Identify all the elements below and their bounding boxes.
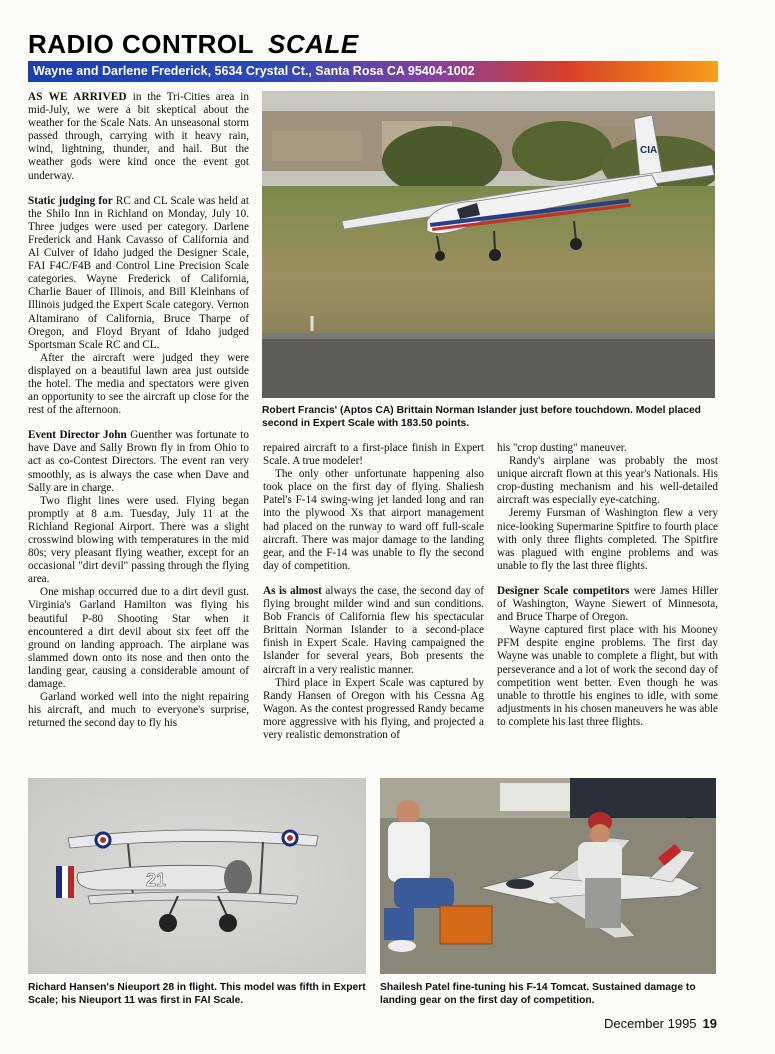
caption-f14: Shailesh Patel fine-tuning his F-14 Tomcat. Sustained damage to landing gear on the first day of competition. bbox=[380, 982, 696, 1006]
photo-nieuport bbox=[28, 778, 366, 974]
paragraph: Static judging for RC and CL Scale was held at the Shilo Inn in Richland on Monday, July 10. Three judges were used per category. Darlene Frederick and Hank Cavasso of California and Al Culver of Idaho judged the Designer Scale, FAI F4C/F4B and Control Line Precision Scale categories. Wayne Frederick of California, Charlie Bauer of Illinois, and Bill Kleinhans of Illinois judged the Expert Scale category. Vernon Altamirano of California, Bruce Tharpe of Oregon, and Floyd Bryant of Idaho judged Sportsman Scale RC and CL. bbox=[28, 194, 250, 351]
plane-number: 21 bbox=[146, 870, 167, 890]
caption-nieuport: Richard Hansen's Nieuport 28 in flight. This model was fifth in Expert Scale; his Nieuport 11 was first in FAI Scale. bbox=[28, 982, 366, 1006]
issue-date: December 1995 bbox=[604, 1016, 697, 1031]
title-main: RADIO CONTROL bbox=[28, 29, 255, 59]
nieuport-image bbox=[28, 778, 366, 974]
paragraph: Event Director John Guenther was fortunate to have Dave and Sally Brown fly in from Ohio to act as co-Contest Directors. The event ran very smoothly, as is always the case when Dave and Sally are in charge. bbox=[28, 429, 249, 494]
title-italic: SCALE bbox=[268, 29, 359, 59]
islander-image bbox=[262, 91, 715, 398]
column-3 bbox=[497, 442, 718, 729]
paragraph: his "crop dusting" maneuver. bbox=[497, 442, 627, 454]
paragraph: Wayne captured first place with his Mooney PFM despite engine problems. The first day Wayne was unable to complete a flight, but with perseverance and a lot of work the second day of competition went better. Even though he was unable to throttle his engines to idle, with some adjustments in his chosen maneuvers he was able to complete his last three flights. bbox=[497, 624, 718, 728]
paragraph: AS WE ARRIVED in the Tri-Cities area in mid-July, we were a bit skeptical about the weather for the Scale Nats. An unseasonal storm passed through, carrying with it heavy rain, wind, lightning, thunder, and hail. But the weather gods were kind once the event got underway. bbox=[28, 91, 249, 182]
paragraph: One mishap occurred due to a dirt devil gust. Virginia's Garland Hamilton was flying his beautiful P-80 Shooting Star when it encountered a dirt devil about six feet off the ground on landing approach. The airplane was slammed down onto its nose and then onto the landing gear, causing a considerable amount of damage. bbox=[28, 586, 249, 691]
paragraph: After the aircraft were judged they were displayed on a beautiful lawn area just outside the hotel. The media and spectators were given an opportunity to see the aircraft up close for the rest of the afternoon. bbox=[28, 351, 249, 417]
paragraph: Randy's airplane was probably the most unique aircraft flown at this year's Nationals. His crop-dusting mechanism and his well-detailed aircraft was especially eye-catching. bbox=[497, 455, 718, 507]
paragraph: Jeremy Fursman of Washington flew a very nice-looking Supermarine Spitfire to fourth place with only three flights completed. The Spitfire was plagued with engine problems and was unable to fly the last three flights. bbox=[497, 507, 718, 572]
tail-text: CIA bbox=[640, 145, 658, 156]
column-1 bbox=[28, 91, 249, 730]
paragraph: Designer Scale competitors were James Hiller of Washington, Wayne Siewert of Minnesota, and Bruce Tharpe of Oregon. bbox=[497, 584, 719, 624]
runin: Event Director John bbox=[28, 429, 127, 442]
paragraph: The only other unfortunate happening also took place on the first day of flying. Shaliesh Patel's F-14 swing-wing jet landed long and ran into the plywood Xs that airport management had placed on the runway to ward off full-scale aircraft. There was major damage to the landing gear, and the F-14 was unable to fly the second day of competition. bbox=[263, 468, 484, 572]
caption-islander: Robert Francis' (Aptos CA) Brittain Norman Islander just before touchdown. Model placed second in Expert Scale with 183.50 points. bbox=[262, 405, 701, 429]
paragraph: Two flight lines were used. Flying began promptly at 8 a.m. Tuesday, July 11 at the Richland Regional Airport. There was a slight crosswind blowing with temperatures in the mid 80s; very pleasant flying weather, except for an occasional "dirt devil" passing through the flying area. bbox=[28, 494, 249, 586]
photo-f14 bbox=[380, 778, 716, 974]
runin: As is almost bbox=[263, 584, 322, 597]
photo-islander bbox=[262, 91, 715, 398]
page-title bbox=[28, 30, 718, 58]
paragraph: repaired aircraft to a first-place finish in Expert Scale. A true modeler! bbox=[263, 442, 484, 468]
page-footer bbox=[604, 1016, 717, 1031]
paragraph: As is almost always the case, the second day of flying brought milder wind and sun conditions. Bob Francis of California flew his spectacular Brittain Norman Islander to a second-place finish in Expert Scale. Having campaigned the Islander for several years, Bob presents the aircraft in a very realistic manner. bbox=[263, 584, 484, 676]
paragraph: Third place in Expert Scale was captured by Randy Hansen of Oregon with his Cessna Ag Wagon. As the contest progressed Randy became more aggressive with his flying, and projected a very realistic demonstration of bbox=[263, 676, 484, 741]
paragraph: Garland worked well into the night repairing his aircraft, and much to everyone's surprise, returned the second day to fly his bbox=[28, 691, 249, 730]
column-2 bbox=[263, 442, 484, 742]
page-number: 19 bbox=[702, 1016, 717, 1031]
page-header bbox=[28, 30, 718, 82]
author-byline: Wayne and Darlene Frederick, 5634 Crystal Ct., Santa Rosa CA 95404-1002 bbox=[28, 61, 718, 82]
f14-image bbox=[380, 778, 716, 974]
runin: Static judging for bbox=[28, 194, 113, 207]
runin: AS WE ARRIVED bbox=[28, 91, 127, 103]
runin: Designer Scale competitors bbox=[497, 584, 630, 597]
